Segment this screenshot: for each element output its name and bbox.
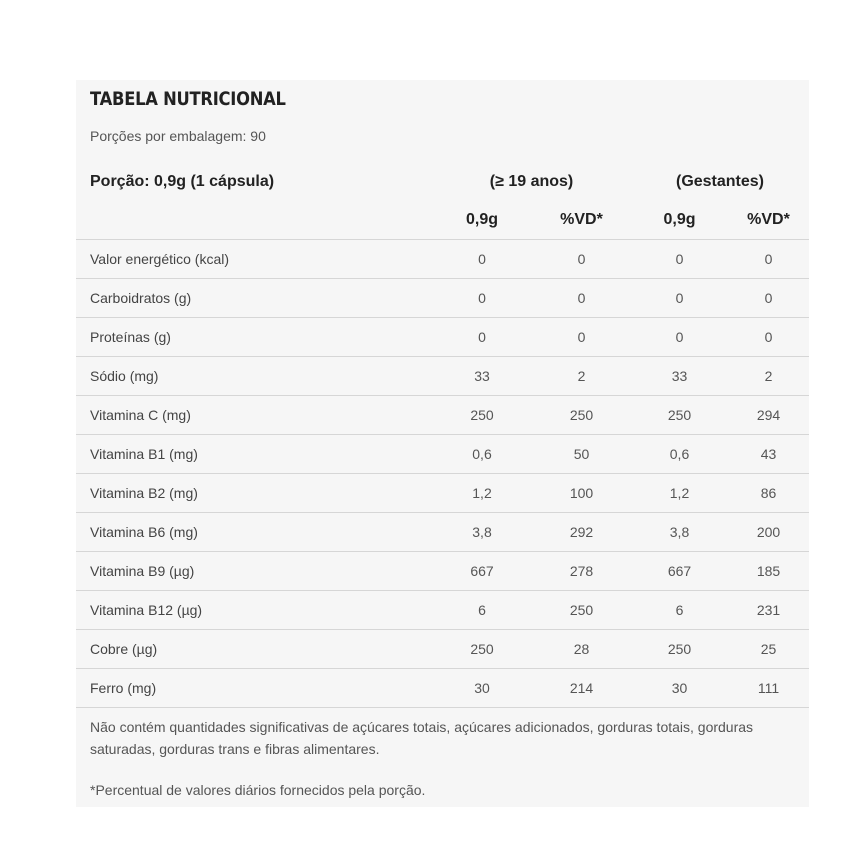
amount-pregnant: 33 [631,357,728,396]
vd-pregnant: 0 [728,279,809,318]
vd-pregnant: 0 [728,240,809,279]
nutrient-label: Vitamina B9 (µg) [76,552,432,591]
amount-pregnant: 0 [631,279,728,318]
amount-adults: 0 [432,240,532,279]
nutrient-label: Vitamina B6 (mg) [76,513,432,552]
nutrient-label: Ferro (mg) [76,669,432,708]
amount-adults: 6 [432,591,532,630]
vd-pregnant: 111 [728,669,809,708]
vd-adults: 0 [532,240,631,279]
subheader-amount-adults: 0,9g [432,201,532,240]
nutrient-label: Vitamina B12 (µg) [76,591,432,630]
vd-adults: 100 [532,474,631,513]
group-pregnant: (Gestantes) [675,173,765,190]
amount-adults: 250 [432,396,532,435]
subheader-vd-pregnant: %VD* [728,201,809,240]
table-row [76,591,809,630]
vd-pregnant: 43 [728,435,809,474]
nutrition-panel [76,80,809,807]
table-row [76,318,809,357]
nutrient-label: Vitamina C (mg) [76,396,432,435]
subheader-vd-adults: %VD* [532,201,631,240]
table-title: TABELA NUTRICIONAL [90,88,286,110]
vd-adults: 2 [532,357,631,396]
vd-adults: 50 [532,435,631,474]
nutrient-label: Cobre (µg) [76,630,432,669]
amount-adults: 0 [432,318,532,357]
vd-adults: 28 [532,630,631,669]
table-row [76,474,809,513]
amount-adults: 667 [432,552,532,591]
table-row [76,279,809,318]
vd-pregnant: 25 [728,630,809,669]
header-row-subheaders [76,201,809,240]
amount-pregnant: 0,6 [631,435,728,474]
nutrition-rows [76,240,809,708]
nutrient-label: Valor energético (kcal) [76,240,432,279]
group-adults: (≥ 19 anos) [489,173,574,190]
amount-adults: 0 [432,279,532,318]
amount-pregnant: 3,8 [631,513,728,552]
vd-pregnant: 86 [728,474,809,513]
amount-pregnant: 30 [631,669,728,708]
vd-pregnant: 0 [728,318,809,357]
amount-adults: 33 [432,357,532,396]
vd-adults: 214 [532,669,631,708]
nutrient-label: Carboidratos (g) [76,279,432,318]
amount-pregnant: 6 [631,591,728,630]
portion-label: Porção: 0,9g (1 cápsula) [90,173,275,190]
table-row [76,513,809,552]
amount-adults: 30 [432,669,532,708]
vd-footnote: *Percentual de valores diários fornecidos pela porção. [90,782,426,798]
subheader-amount-pregnant: 0,9g [631,201,728,240]
vd-adults: 250 [532,591,631,630]
vd-pregnant: 294 [728,396,809,435]
subheader-empty [76,201,432,240]
vd-adults: 278 [532,552,631,591]
table-row [76,396,809,435]
vd-pregnant: 200 [728,513,809,552]
vd-adults: 0 [532,279,631,318]
vd-adults: 292 [532,513,631,552]
table-row [76,240,809,279]
servings-per-package: Porções por embalagem: 90 [90,128,266,144]
nutrition-note: Não contém quantidades significativas de açúcares totais, açúcares adicionados, gorduras totais, gorduras saturadas, gorduras trans e fibras alimentares. [90,719,754,757]
amount-pregnant: 1,2 [631,474,728,513]
nutrient-label: Vitamina B2 (mg) [76,474,432,513]
vd-pregnant: 2 [728,357,809,396]
amount-adults: 3,8 [432,513,532,552]
table-row [76,552,809,591]
amount-pregnant: 667 [631,552,728,591]
nutrient-label: Proteínas (g) [76,318,432,357]
amount-pregnant: 0 [631,318,728,357]
table-row [76,669,809,708]
nutrient-label: Sódio (mg) [76,357,432,396]
amount-pregnant: 250 [631,396,728,435]
amount-adults: 1,2 [432,474,532,513]
table-row [76,435,809,474]
vd-adults: 250 [532,396,631,435]
amount-adults: 250 [432,630,532,669]
table-row [76,630,809,669]
vd-pregnant: 185 [728,552,809,591]
nutrient-label: Vitamina B1 (mg) [76,435,432,474]
vd-pregnant: 231 [728,591,809,630]
amount-adults: 0,6 [432,435,532,474]
vd-adults: 0 [532,318,631,357]
header-row-groups [76,163,809,201]
amount-pregnant: 0 [631,240,728,279]
amount-pregnant: 250 [631,630,728,669]
nutrition-table [76,163,809,708]
table-row [76,357,809,396]
